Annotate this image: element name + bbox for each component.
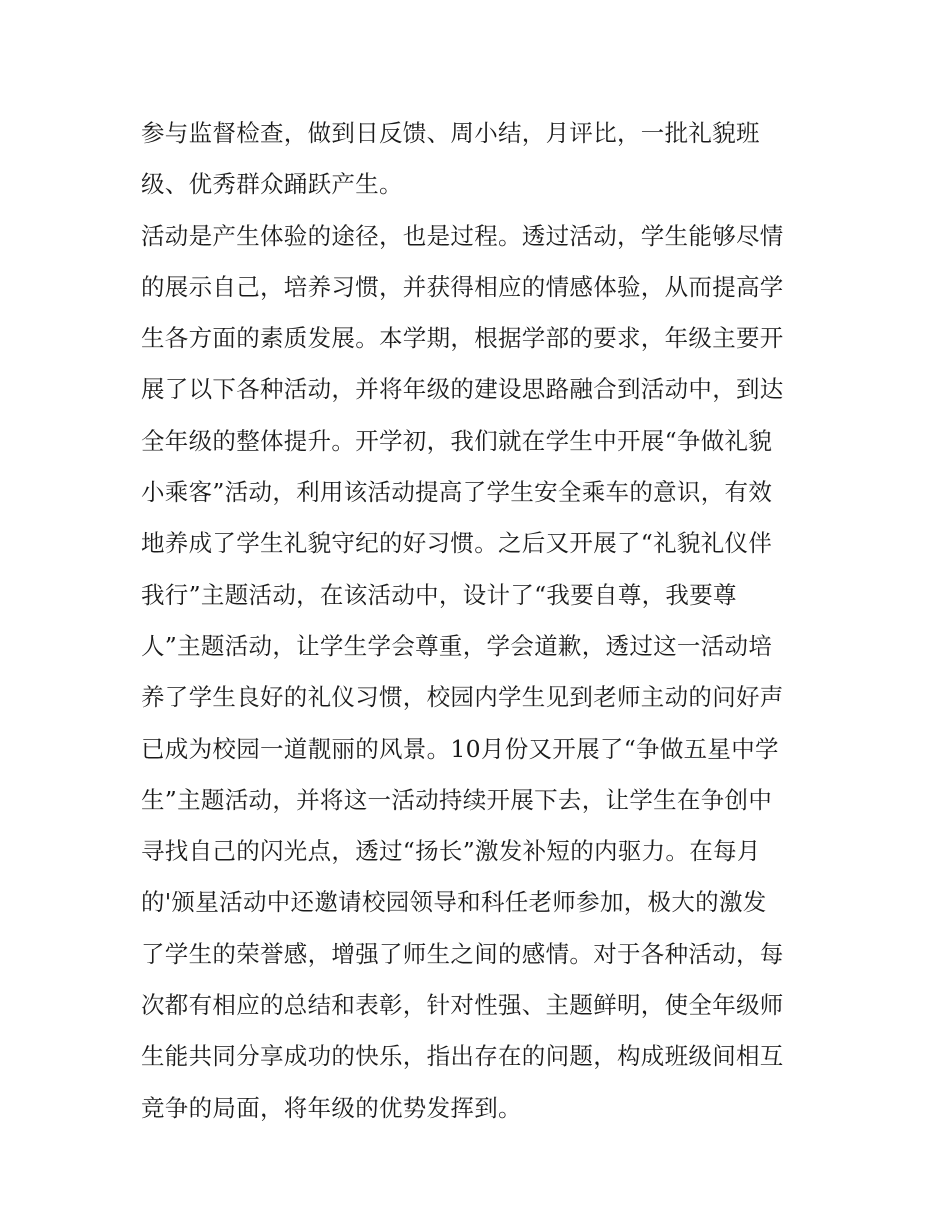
text-line: 了学生的荣誉感，增强了师生之间的感情。对于各种活动，每 (141, 939, 784, 968)
text-line: 生能共同分享成功的快乐，指出存在的问题，构成班级间相互 (141, 1042, 784, 1071)
text-line: 次都有相应的总结和表彰，针对性强、主题鲜明，使全年级师 (141, 991, 784, 1020)
text-line: 参与监督检查，做到日反馈、周小结，月评比，一批礼貌班 (141, 119, 760, 147)
text-line: 已成为校园一道靓丽的风景。10月份又开展了“争做五星中学 (141, 734, 779, 763)
text-line: 我行”主题活动，在该活动中，设计了“我要自尊，我要尊 (141, 580, 737, 609)
text-line: 全年级的整体提升。开学初，我们就在学生中开展“争做礼貌 (141, 426, 773, 455)
text-line: 小乘客”活动，利用该活动提高了学生安全乘车的意识，有效 (141, 478, 773, 507)
text-line: 地养成了学生礼貌守纪的好习惯。之后又开展了“礼貌礼仪伴 (141, 529, 773, 558)
text-line: 级、优秀群众踊跃产生。 (141, 170, 403, 199)
text-line: 的展示自己，培养习惯，并获得相应的情感体验，从而提高学 (141, 272, 784, 301)
text-line: 活动是产生体验的途径，也是过程。透过活动，学生能够尽情 (141, 221, 784, 250)
text-line: 养了学生良好的礼仪习惯，校园内学生见到老师主动的问好声 (141, 683, 784, 712)
text-line: 人”主题活动，让学生学会尊重，学会道歉，透过这一活动培 (141, 631, 773, 660)
body-text (141, 108, 817, 1134)
text-line: 生”主题活动，并将这一活动持续开展下去，让学生在争创中 (141, 785, 773, 814)
text-line: 的'颁星活动中还邀请校园领导和科任老师参加，极大的激发 (141, 888, 767, 917)
text-line: 竞争的局面，将年级的优势发挥到。 (141, 1093, 522, 1122)
text-line: 展了以下各种活动，并将年级的建设思路融合到活动中，到达 (141, 375, 784, 404)
text-line: 寻找自己的闪光点，透过“扬长”激发补短的内驱力。在每月 (141, 837, 761, 866)
text-line: 生各方面的素质发展。本学期，根据学部的要求，年级主要开 (141, 324, 784, 353)
